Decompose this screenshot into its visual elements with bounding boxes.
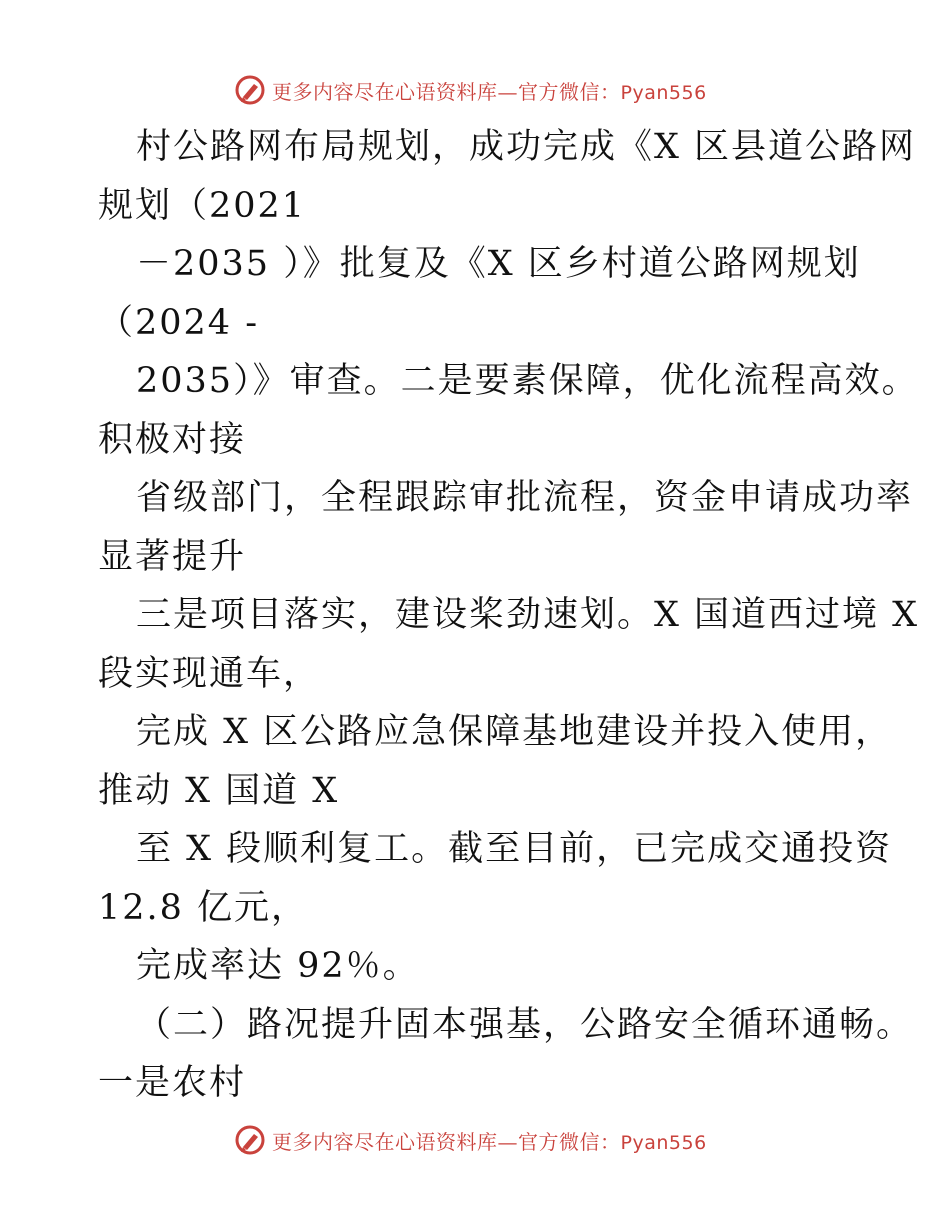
text-line: 12.8 亿元， [98,887,309,928]
pen-logo-icon [234,1124,266,1156]
watermark-id: Pyan556 [620,1131,707,1154]
text-line: 推动 X 国道 X [98,770,340,811]
text-line: －2035 ）》批复及《X 区乡村道公路网规划 [136,244,861,284]
watermark-text [272,76,707,105]
watermark-id: Pyan556 [620,81,707,104]
text-line: 2035）》审查。二是要素保障，优化流程高效。 [136,361,919,401]
text-line: 完成率达 92％。 [136,946,420,986]
text-line: 至 X 段顺利复工。截至目前，已完成交通投资 [136,829,893,869]
pen-logo-icon [234,74,266,106]
text-line: 规划（2021 [98,185,307,226]
footer-watermark [234,1120,707,1160]
text-line: 积极对接 [98,419,247,460]
text-line: 三是项目落实，建设桨劲速划。X 国道西过境 X [136,595,920,635]
text-line: 村公路网布局规划，成功完成《X 区县道公路网 [136,127,917,167]
document-body [98,118,920,1113]
text-line: 段实现通车， [98,653,321,694]
text-line: 显著提升 [98,536,247,577]
header-watermark [234,70,707,110]
section-heading-line: （二）路况提升固本强基，公路安全循环通畅。 [136,1004,914,1045]
text-line: 一是农村 [98,1063,247,1103]
watermark-label: 更多内容尽在心语资料库—官方微信： [272,79,621,104]
text-line: 完成 X 区公路应急保障基地建设并投入使用， [136,712,893,752]
watermark-label: 更多内容尽在心语资料库—官方微信： [272,1129,621,1154]
watermark-text [272,1126,707,1155]
text-line: 省级部门，全程跟踪审批流程，资金申请成功率 [136,478,914,518]
text-line: （2024 - [98,302,260,343]
